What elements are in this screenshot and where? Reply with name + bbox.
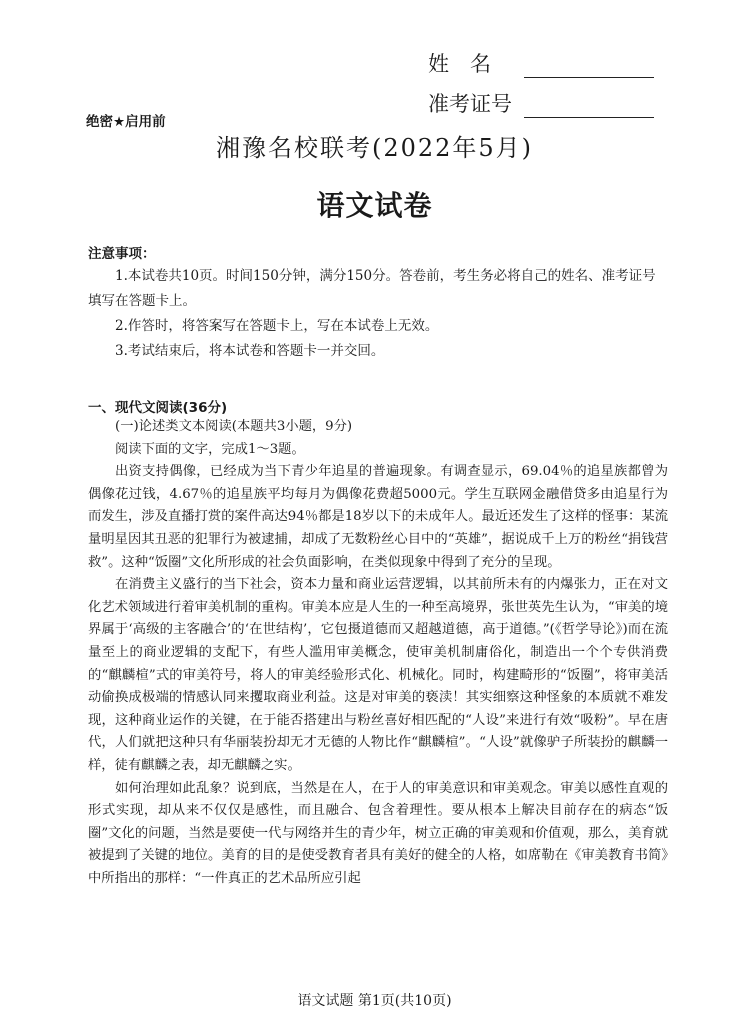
subject-title: 语文试卷 bbox=[316, 189, 433, 222]
section-heading: 一、现代文阅读(36分) bbox=[88, 400, 228, 416]
page-footer: 语文试题 第1页(共10页) bbox=[297, 993, 452, 1009]
exam-title: 湘豫名校联考(2022年5月) bbox=[215, 134, 534, 162]
exam-id-field-row bbox=[428, 78, 728, 118]
note-item-2: 2.作答时，将答案写在答题卡上，写在本试卷上无效。 bbox=[115, 318, 439, 334]
reading-instruction: 阅读下面的文字，完成1～3题。 bbox=[115, 441, 305, 457]
reading-passage bbox=[88, 416, 668, 890]
note-item-3: 3.考试结束后，将本试卷和答题卡一并交回。 bbox=[115, 343, 385, 359]
passage-paragraph-3: 如何治理如此乱象？说到底，当然是在人，在于人的审美意识和审美观念。审美以感性直观的形式实现，却从来不仅仅是感性，而且融合、包含着理性。要从根本上解决目前存在的病态“饭圈”文化的问题，当然是要使一代与网络并生的青少年，树立正确的审美观和价值观，那么，美育就被提到了关键的地位。美育的目的是使受教育者具有美好的健全的人格，如席勒在《审美教育书简》中所指出的那样：“一件真正的艺术品所应引起 bbox=[88, 780, 668, 886]
passage-paragraph-2: 在消费主义盛行的当下社会，资本力量和商业运营逻辑，以其前所未有的内爆张力，正在对文化艺术领域进行着审美机制的重构。审美本应是人生的一种至高境界，张世英先生认为，“审美的境界属于‘高级的主客融合’的‘在世结构’，它包摄道德而又超越道德，高于道德。”(《哲学导论》)而在流量至上的商业逻辑的支配下，有些人滥用审美概念，使审美机制庸俗化，制造出一个个专供消费的“麒麟楦”式的审美符号，将人的审美经验形式化、机械化。同时，构建畸形的“饭圈”，将审美活动偷换成极端的情感认同来攫取商业利益。这是对审美的亵渎！其实细察这种怪象的本质就不难发现，这种商业运作的关键，在于能否搭建出与粉丝喜好相匹配的“人设”来进行有效“吸粉”。早在唐代，人们就把这种只有华丽装扮却无才无德的人物比作“麒麟楦”。“人设”就像驴子所装扮的麒麟一样，徒有麒麟之表，却无麒麟之实。 bbox=[88, 577, 668, 773]
name-field-row bbox=[428, 38, 728, 78]
passage-paragraph-1: 出资支持偶像，已经成为当下青少年追星的普遍现象。有调查显示，69.04％的追星族都曾为偶像花过钱，4.67％的追星族平均每月为偶像花费超5000元。学生互联网金融借贷多由追星行为而发生，涉及直播打赏的案件高达94％都是18岁以下的未成年人。最近还发生了这样的怪事：某流量明星因其丑恶的犯罪行为被逮捕，却成了无数粉丝心目中的“英雄”，据说成千上万的粉丝“捐钱营救”。这种“饭圈”文化所形成的社会负面影响，在类似现象中得到了充分的呈现。 bbox=[88, 464, 668, 570]
exam-id-blank[interactable] bbox=[524, 89, 654, 118]
section-subheading: (一)论述类文本阅读(本题共3小题，9分) bbox=[115, 419, 353, 434]
name-label: 姓 名 bbox=[428, 52, 491, 76]
notes-heading: 注意事项： bbox=[88, 246, 156, 262]
note-item-1: 1.本试卷共10页。时间150分钟，满分150分。答卷前，考生务必将自己的姓名、准考证号填写在答题卡上。 bbox=[88, 268, 656, 309]
notes-list bbox=[88, 264, 668, 364]
name-blank[interactable] bbox=[524, 49, 654, 78]
candidate-info bbox=[428, 38, 728, 118]
confidential-mark: 绝密★启用前 bbox=[86, 114, 166, 130]
exam-id-label: 准考证号 bbox=[428, 92, 512, 116]
